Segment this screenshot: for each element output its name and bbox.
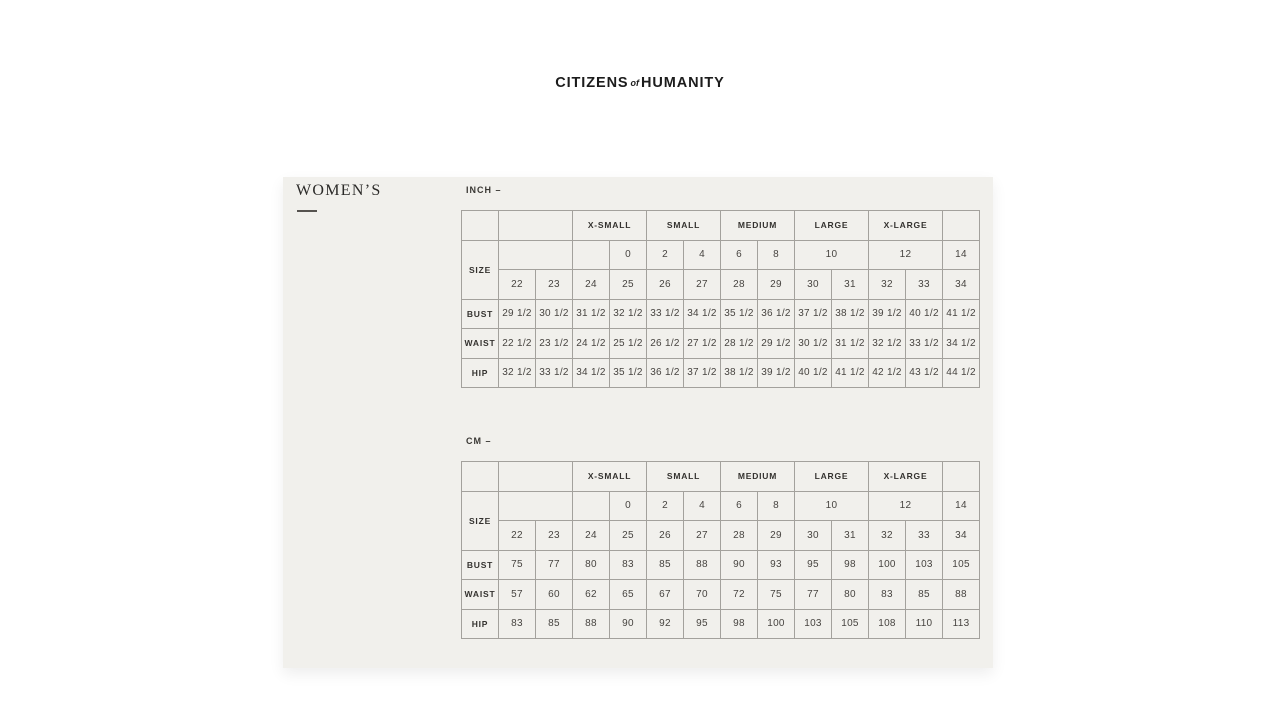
measurement-value-cell: 33 1/2 bbox=[647, 299, 684, 329]
size-row-header: SIZE bbox=[462, 240, 499, 299]
numeric-size-cell: 30 bbox=[795, 270, 832, 300]
numeric-size-cell: 28 bbox=[721, 270, 758, 300]
numeric-size-cell: 34 bbox=[943, 521, 980, 551]
size-tables-column bbox=[461, 185, 979, 639]
numeric-size-cell: 29 bbox=[758, 270, 795, 300]
measurement-value-cell: 27 1/2 bbox=[684, 329, 721, 359]
us-size-cell: 4 bbox=[684, 240, 721, 270]
measurement-value-cell: 32 1/2 bbox=[499, 358, 536, 388]
measurement-value-cell: 43 1/2 bbox=[906, 358, 943, 388]
size-group-header: X-SMALL bbox=[573, 211, 647, 241]
unit-label-inch: INCH – bbox=[466, 185, 502, 195]
measurement-value-cell: 40 1/2 bbox=[906, 299, 943, 329]
us-size-cell bbox=[499, 491, 573, 521]
numeric-size-cell: 23 bbox=[536, 521, 573, 551]
numeric-size-cell: 22 bbox=[499, 270, 536, 300]
us-size-cell: 14 bbox=[943, 240, 980, 270]
measurement-value-cell: 90 bbox=[721, 550, 758, 580]
measurement-row-header: HIP bbox=[462, 609, 499, 639]
corner-cell bbox=[462, 211, 499, 241]
measurement-value-cell: 88 bbox=[573, 609, 610, 639]
numeric-size-cell: 26 bbox=[647, 521, 684, 551]
measurement-value-cell: 40 1/2 bbox=[795, 358, 832, 388]
measurement-row-header: BUST bbox=[462, 299, 499, 329]
empty-cell bbox=[943, 462, 980, 492]
measurement-value-cell: 30 1/2 bbox=[536, 299, 573, 329]
numeric-size-cell: 31 bbox=[832, 521, 869, 551]
measurement-value-cell: 70 bbox=[684, 580, 721, 610]
numeric-size-cell: 31 bbox=[832, 270, 869, 300]
numeric-size-cell: 25 bbox=[610, 521, 647, 551]
cm-table-section bbox=[461, 436, 979, 639]
measurement-value-cell: 83 bbox=[499, 609, 536, 639]
cm-size-table bbox=[461, 461, 980, 639]
measurement-value-cell: 105 bbox=[832, 609, 869, 639]
measurement-value-cell: 23 1/2 bbox=[536, 329, 573, 359]
measurement-value-cell: 31 1/2 bbox=[573, 299, 610, 329]
measurement-value-cell: 29 1/2 bbox=[758, 329, 795, 359]
measurement-value-cell: 44 1/2 bbox=[943, 358, 980, 388]
measurement-value-cell: 33 1/2 bbox=[906, 329, 943, 359]
us-size-cell bbox=[573, 491, 610, 521]
measurement-value-cell: 30 1/2 bbox=[795, 329, 832, 359]
measurement-value-cell: 95 bbox=[795, 550, 832, 580]
measurement-value-cell: 25 1/2 bbox=[610, 329, 647, 359]
measurement-value-cell: 85 bbox=[647, 550, 684, 580]
measurement-row-header: BUST bbox=[462, 550, 499, 580]
measurement-value-cell: 77 bbox=[795, 580, 832, 610]
measurement-value-cell: 80 bbox=[832, 580, 869, 610]
measurement-value-cell: 29 1/2 bbox=[499, 299, 536, 329]
cm-table-host bbox=[461, 461, 979, 639]
measurement-value-cell: 28 1/2 bbox=[721, 329, 758, 359]
measurement-value-cell: 88 bbox=[943, 580, 980, 610]
measurement-value-cell: 60 bbox=[536, 580, 573, 610]
corner-cell bbox=[462, 462, 499, 492]
brand-logo bbox=[0, 74, 1280, 92]
size-group-header: MEDIUM bbox=[721, 462, 795, 492]
title-underline-divider bbox=[297, 210, 317, 212]
empty-cell bbox=[499, 211, 573, 241]
measurement-value-cell: 39 1/2 bbox=[758, 358, 795, 388]
numeric-size-cell: 24 bbox=[573, 270, 610, 300]
numeric-size-cell: 34 bbox=[943, 270, 980, 300]
numeric-size-cell: 22 bbox=[499, 521, 536, 551]
measurement-value-cell: 100 bbox=[758, 609, 795, 639]
measurement-value-cell: 100 bbox=[869, 550, 906, 580]
size-group-header: X-LARGE bbox=[869, 462, 943, 492]
brand-logo-citizens: CITIZENS bbox=[555, 75, 629, 91]
measurement-value-cell: 85 bbox=[536, 609, 573, 639]
numeric-size-cell: 28 bbox=[721, 521, 758, 551]
size-chart-panel bbox=[283, 177, 993, 668]
measurement-value-cell: 83 bbox=[869, 580, 906, 610]
measurement-value-cell: 35 1/2 bbox=[610, 358, 647, 388]
measurement-value-cell: 41 1/2 bbox=[832, 358, 869, 388]
unit-label-cm: CM – bbox=[466, 436, 492, 446]
measurement-value-cell: 32 1/2 bbox=[610, 299, 647, 329]
us-size-cell: 12 bbox=[869, 491, 943, 521]
measurement-value-cell: 113 bbox=[943, 609, 980, 639]
measurement-value-cell: 75 bbox=[758, 580, 795, 610]
measurement-value-cell: 41 1/2 bbox=[943, 299, 980, 329]
brand-logo-humanity: HUMANITY bbox=[641, 75, 725, 91]
us-size-cell: 6 bbox=[721, 491, 758, 521]
measurement-value-cell: 75 bbox=[499, 550, 536, 580]
numeric-size-cell: 32 bbox=[869, 521, 906, 551]
measurement-value-cell: 57 bbox=[499, 580, 536, 610]
measurement-value-cell: 24 1/2 bbox=[573, 329, 610, 359]
size-group-header: X-LARGE bbox=[869, 211, 943, 241]
us-size-cell: 2 bbox=[647, 491, 684, 521]
measurement-value-cell: 34 1/2 bbox=[573, 358, 610, 388]
numeric-size-cell: 24 bbox=[573, 521, 610, 551]
numeric-size-cell: 30 bbox=[795, 521, 832, 551]
measurement-value-cell: 38 1/2 bbox=[832, 299, 869, 329]
measurement-value-cell: 31 1/2 bbox=[832, 329, 869, 359]
measurement-value-cell: 93 bbox=[758, 550, 795, 580]
empty-cell bbox=[499, 462, 573, 492]
numeric-size-cell: 27 bbox=[684, 521, 721, 551]
numeric-size-cell: 26 bbox=[647, 270, 684, 300]
measurement-value-cell: 37 1/2 bbox=[795, 299, 832, 329]
numeric-size-cell: 27 bbox=[684, 270, 721, 300]
measurement-value-cell: 65 bbox=[610, 580, 647, 610]
measurement-value-cell: 67 bbox=[647, 580, 684, 610]
us-size-cell: 14 bbox=[943, 491, 980, 521]
measurement-value-cell: 77 bbox=[536, 550, 573, 580]
measurement-value-cell: 110 bbox=[906, 609, 943, 639]
measurement-value-cell: 36 1/2 bbox=[758, 299, 795, 329]
measurement-value-cell: 34 1/2 bbox=[943, 329, 980, 359]
measurement-row-header: WAIST bbox=[462, 580, 499, 610]
measurement-value-cell: 105 bbox=[943, 550, 980, 580]
us-size-cell bbox=[573, 240, 610, 270]
measurement-value-cell: 37 1/2 bbox=[684, 358, 721, 388]
empty-cell bbox=[943, 211, 980, 241]
measurement-value-cell: 32 1/2 bbox=[869, 329, 906, 359]
size-group-header: LARGE bbox=[795, 462, 869, 492]
measurement-value-cell: 39 1/2 bbox=[869, 299, 906, 329]
us-size-cell: 8 bbox=[758, 240, 795, 270]
category-title: WOMEN’S bbox=[296, 182, 382, 199]
measurement-value-cell: 88 bbox=[684, 550, 721, 580]
measurement-row-header: WAIST bbox=[462, 329, 499, 359]
us-size-cell: 4 bbox=[684, 491, 721, 521]
inch-size-table bbox=[461, 210, 980, 388]
inch-table-host bbox=[461, 210, 979, 388]
measurement-value-cell: 36 1/2 bbox=[647, 358, 684, 388]
us-size-cell: 12 bbox=[869, 240, 943, 270]
us-size-cell: 10 bbox=[795, 240, 869, 270]
us-size-cell: 10 bbox=[795, 491, 869, 521]
measurement-value-cell: 108 bbox=[869, 609, 906, 639]
size-group-header: SMALL bbox=[647, 462, 721, 492]
measurement-value-cell: 98 bbox=[721, 609, 758, 639]
numeric-size-cell: 32 bbox=[869, 270, 906, 300]
measurement-value-cell: 72 bbox=[721, 580, 758, 610]
measurement-value-cell: 103 bbox=[906, 550, 943, 580]
measurement-value-cell: 85 bbox=[906, 580, 943, 610]
numeric-size-cell: 29 bbox=[758, 521, 795, 551]
measurement-value-cell: 38 1/2 bbox=[721, 358, 758, 388]
measurement-row-header: HIP bbox=[462, 358, 499, 388]
measurement-value-cell: 90 bbox=[610, 609, 647, 639]
measurement-value-cell: 42 1/2 bbox=[869, 358, 906, 388]
measurement-value-cell: 22 1/2 bbox=[499, 329, 536, 359]
size-group-header: LARGE bbox=[795, 211, 869, 241]
us-size-cell: 2 bbox=[647, 240, 684, 270]
measurement-value-cell: 33 1/2 bbox=[536, 358, 573, 388]
size-group-header: SMALL bbox=[647, 211, 721, 241]
measurement-value-cell: 83 bbox=[610, 550, 647, 580]
numeric-size-cell: 33 bbox=[906, 521, 943, 551]
measurement-value-cell: 26 1/2 bbox=[647, 329, 684, 359]
size-group-header: X-SMALL bbox=[573, 462, 647, 492]
numeric-size-cell: 23 bbox=[536, 270, 573, 300]
us-size-cell: 8 bbox=[758, 491, 795, 521]
us-size-cell bbox=[499, 240, 573, 270]
us-size-cell: 6 bbox=[721, 240, 758, 270]
measurement-value-cell: 62 bbox=[573, 580, 610, 610]
measurement-value-cell: 34 1/2 bbox=[684, 299, 721, 329]
measurement-value-cell: 98 bbox=[832, 550, 869, 580]
size-row-header: SIZE bbox=[462, 491, 499, 550]
brand-logo-of: of bbox=[630, 78, 640, 88]
inch-table-section bbox=[461, 185, 979, 388]
measurement-value-cell: 103 bbox=[795, 609, 832, 639]
us-size-cell: 0 bbox=[610, 240, 647, 270]
measurement-value-cell: 95 bbox=[684, 609, 721, 639]
us-size-cell: 0 bbox=[610, 491, 647, 521]
numeric-size-cell: 33 bbox=[906, 270, 943, 300]
measurement-value-cell: 92 bbox=[647, 609, 684, 639]
numeric-size-cell: 25 bbox=[610, 270, 647, 300]
measurement-value-cell: 80 bbox=[573, 550, 610, 580]
measurement-value-cell: 35 1/2 bbox=[721, 299, 758, 329]
size-group-header: MEDIUM bbox=[721, 211, 795, 241]
